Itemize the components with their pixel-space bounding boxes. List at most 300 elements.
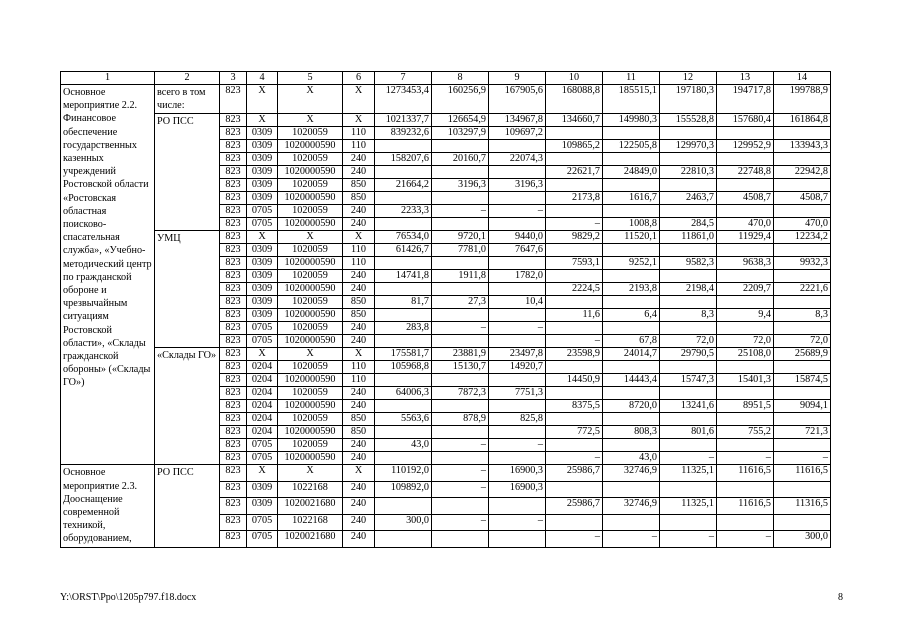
table-cell — [546, 244, 603, 257]
table-cell: 1782,0 — [489, 270, 546, 283]
table-row — [61, 465, 831, 481]
table-cell: 9638,3 — [717, 257, 774, 270]
table-cell — [432, 283, 489, 296]
table-cell: 1020059 — [278, 205, 343, 218]
table-cell — [717, 244, 774, 257]
table-cell: 0204 — [247, 361, 278, 374]
table-cell — [375, 531, 432, 547]
table-cell: 22810,3 — [660, 166, 717, 179]
table-cell — [603, 179, 660, 192]
table-cell: 25689,9 — [774, 348, 831, 361]
table-cell — [603, 413, 660, 426]
table-cell — [660, 481, 717, 497]
table-cell: 64006,3 — [375, 387, 432, 400]
table-cell: 6,4 — [603, 309, 660, 322]
table-cell: 15401,3 — [717, 374, 774, 387]
table-cell: 3196,3 — [432, 179, 489, 192]
table-cell: 0309 — [247, 296, 278, 309]
header-cell: 5 — [278, 72, 343, 85]
table-cell: 175581,7 — [375, 348, 432, 361]
table-cell: 823 — [220, 231, 247, 244]
table-cell: – — [717, 452, 774, 465]
table-cell: 1616,7 — [603, 192, 660, 205]
table-cell: 0705 — [247, 439, 278, 452]
table-cell: 129970,3 — [660, 140, 717, 153]
table-cell: 22621,7 — [546, 166, 603, 179]
table-cell: 7872,3 — [432, 387, 489, 400]
table-cell: 0309 — [247, 153, 278, 166]
table-cell — [489, 452, 546, 465]
table-cell: 23881,9 — [432, 348, 489, 361]
table-cell — [774, 413, 831, 426]
table-cell: X — [278, 231, 343, 244]
table-cell: 0309 — [247, 481, 278, 497]
table-cell: 67,8 — [603, 335, 660, 348]
table-cell — [774, 361, 831, 374]
table-cell — [717, 296, 774, 309]
table-cell: 14920,7 — [489, 361, 546, 374]
table-cell — [432, 257, 489, 270]
table-cell: 823 — [220, 140, 247, 153]
table-cell: 0204 — [247, 400, 278, 413]
table-cell — [432, 426, 489, 439]
table-cell — [774, 153, 831, 166]
table-cell — [660, 244, 717, 257]
budget-table — [60, 71, 831, 548]
table-cell: X — [247, 114, 278, 127]
header-cell: 10 — [546, 72, 603, 85]
table-cell: 823 — [220, 400, 247, 413]
table-cell: 22074,3 — [489, 153, 546, 166]
table-cell: 823 — [220, 465, 247, 481]
table-cell: 1020000590 — [278, 309, 343, 322]
table-cell: 823 — [220, 498, 247, 514]
table-cell: X — [247, 348, 278, 361]
table-cell: 823 — [220, 257, 247, 270]
table-cell: 10,4 — [489, 296, 546, 309]
table-cell: 7751,3 — [489, 387, 546, 400]
table-cell — [432, 335, 489, 348]
table-cell: 16900,3 — [489, 465, 546, 481]
table-cell — [546, 270, 603, 283]
table-cell: 823 — [220, 296, 247, 309]
table-cell: 823 — [220, 179, 247, 192]
table-cell: 29790,5 — [660, 348, 717, 361]
table-cell: X — [278, 85, 343, 114]
table-cell — [603, 439, 660, 452]
table-cell — [603, 127, 660, 140]
table-cell: 0705 — [247, 335, 278, 348]
table-cell — [375, 166, 432, 179]
table-cell: X — [343, 114, 375, 127]
table-cell: – — [432, 514, 489, 530]
table-cell: 0309 — [247, 283, 278, 296]
table-cell: 105968,8 — [375, 361, 432, 374]
table-cell — [774, 439, 831, 452]
table-cell: 240 — [343, 335, 375, 348]
table-cell: 850 — [343, 309, 375, 322]
table-cell: 122505,8 — [603, 140, 660, 153]
table-cell: 0309 — [247, 166, 278, 179]
table-cell — [546, 361, 603, 374]
table-cell — [603, 205, 660, 218]
table-cell: 7647,6 — [489, 244, 546, 257]
table-cell: 8720,0 — [603, 400, 660, 413]
table-cell: 0204 — [247, 374, 278, 387]
table-cell: 823 — [220, 192, 247, 205]
table-cell — [774, 127, 831, 140]
table-cell: 110192,0 — [375, 465, 432, 481]
table-cell: 2198,4 — [660, 283, 717, 296]
table-cell: 109892,0 — [375, 481, 432, 497]
table-cell — [375, 498, 432, 514]
table-cell: 240 — [343, 218, 375, 231]
table-cell: 9440,0 — [489, 231, 546, 244]
table-row — [61, 85, 831, 114]
table-cell: 1020000590 — [278, 257, 343, 270]
table-cell — [603, 244, 660, 257]
table-cell: 3196,3 — [489, 179, 546, 192]
footer-page-number: 8 — [838, 592, 843, 603]
table-cell: 110 — [343, 244, 375, 257]
table-cell: – — [546, 452, 603, 465]
table-cell: 300,0 — [774, 531, 831, 547]
table-cell — [660, 296, 717, 309]
table-cell — [489, 283, 546, 296]
table-cell: 878,9 — [432, 413, 489, 426]
table-cell: 823 — [220, 452, 247, 465]
executor-cell: РО ПСС — [155, 465, 220, 547]
table-cell: 823 — [220, 361, 247, 374]
table-cell — [432, 498, 489, 514]
header-cell: 4 — [247, 72, 278, 85]
table-cell: 284,5 — [660, 218, 717, 231]
table-cell: 823 — [220, 153, 247, 166]
table-cell: 11616,5 — [717, 465, 774, 481]
executor-cell: УМЦ — [155, 231, 220, 348]
table-cell: 8375,5 — [546, 400, 603, 413]
table-cell: 134660,7 — [546, 114, 603, 127]
table-cell: 0309 — [247, 140, 278, 153]
table-cell — [489, 400, 546, 413]
table-cell — [717, 270, 774, 283]
table-cell: 0309 — [247, 309, 278, 322]
table-cell — [660, 514, 717, 530]
table-cell: 1020021680 — [278, 498, 343, 514]
table-cell — [546, 481, 603, 497]
table-cell — [603, 361, 660, 374]
table-cell — [660, 387, 717, 400]
table-cell: 823 — [220, 426, 247, 439]
table-cell — [603, 296, 660, 309]
table-cell: 167905,6 — [489, 85, 546, 114]
table-cell: 4508,7 — [774, 192, 831, 205]
table-cell — [660, 322, 717, 335]
table-cell — [774, 322, 831, 335]
table-cell — [660, 153, 717, 166]
table-cell: 823 — [220, 322, 247, 335]
table-cell: 16900,3 — [489, 481, 546, 497]
table-cell: 11616,5 — [774, 465, 831, 481]
table-cell: 823 — [220, 514, 247, 530]
header-cell: 7 — [375, 72, 432, 85]
table-cell: 11325,1 — [660, 498, 717, 514]
table-cell: 755,2 — [717, 426, 774, 439]
header-cell: 1 — [61, 72, 155, 85]
table-cell: 161864,8 — [774, 114, 831, 127]
table-cell: 240 — [343, 514, 375, 530]
table-cell — [546, 179, 603, 192]
table-cell: 7593,1 — [546, 257, 603, 270]
table-cell — [546, 127, 603, 140]
table-cell: 823 — [220, 127, 247, 140]
table-cell: 15747,3 — [660, 374, 717, 387]
table-cell: – — [774, 452, 831, 465]
table-cell — [489, 257, 546, 270]
table-cell: – — [546, 531, 603, 547]
table-row — [61, 114, 831, 127]
table-cell: – — [489, 439, 546, 452]
table-cell: 9829,2 — [546, 231, 603, 244]
table-cell: – — [660, 452, 717, 465]
table-cell — [375, 192, 432, 205]
header-cell: 3 — [220, 72, 247, 85]
table-cell: – — [660, 531, 717, 547]
table-cell: 103297,9 — [432, 127, 489, 140]
table-cell — [546, 387, 603, 400]
table-row — [61, 231, 831, 244]
header-cell: 14 — [774, 72, 831, 85]
table-cell: 194717,8 — [717, 85, 774, 114]
table-cell: X — [278, 348, 343, 361]
table-cell — [717, 205, 774, 218]
table-cell: 5563,6 — [375, 413, 432, 426]
table-cell — [489, 309, 546, 322]
table-cell: – — [546, 218, 603, 231]
table-cell: 81,7 — [375, 296, 432, 309]
table-cell — [489, 374, 546, 387]
table-cell: 850 — [343, 192, 375, 205]
table-cell: 15130,7 — [432, 361, 489, 374]
table-cell: 823 — [220, 85, 247, 114]
table-cell: 1022168 — [278, 481, 343, 497]
table-cell: 2209,7 — [717, 283, 774, 296]
table-cell: 240 — [343, 498, 375, 514]
table-cell: 1020000590 — [278, 335, 343, 348]
table-cell — [660, 127, 717, 140]
table-cell — [717, 481, 774, 497]
table-cell — [546, 413, 603, 426]
table-cell: 109865,2 — [546, 140, 603, 153]
table-cell: – — [489, 514, 546, 530]
table-cell — [489, 218, 546, 231]
table-cell — [717, 514, 774, 530]
header-cell: 6 — [343, 72, 375, 85]
table-cell: 1020000590 — [278, 400, 343, 413]
table-cell: 72,0 — [717, 335, 774, 348]
table-cell — [603, 153, 660, 166]
table-cell: 0705 — [247, 514, 278, 530]
table-cell: 0309 — [247, 498, 278, 514]
table-cell: 20160,7 — [432, 153, 489, 166]
table-cell: 2193,8 — [603, 283, 660, 296]
table-cell: – — [546, 335, 603, 348]
table-cell — [432, 452, 489, 465]
table-cell: 2233,3 — [375, 205, 432, 218]
table-cell: 197180,3 — [660, 85, 717, 114]
table-cell: 21664,2 — [375, 179, 432, 192]
table-cell: 0705 — [247, 531, 278, 547]
table-cell — [774, 387, 831, 400]
table-cell — [774, 205, 831, 218]
table-cell: 0705 — [247, 452, 278, 465]
table-cell: 823 — [220, 218, 247, 231]
table-cell: 11,6 — [546, 309, 603, 322]
table-cell: 823 — [220, 335, 247, 348]
table-cell — [717, 387, 774, 400]
table-cell: 9720,1 — [432, 231, 489, 244]
table-cell — [432, 218, 489, 231]
table-cell: – — [717, 531, 774, 547]
table-cell: 25986,7 — [546, 498, 603, 514]
table-cell: 23497,8 — [489, 348, 546, 361]
table-cell: 110 — [343, 374, 375, 387]
table-cell: 1911,8 — [432, 270, 489, 283]
table-cell: X — [343, 85, 375, 114]
table-cell: 1020000590 — [278, 452, 343, 465]
table-cell: 850 — [343, 179, 375, 192]
table-cell: 240 — [343, 439, 375, 452]
table-cell: 240 — [343, 322, 375, 335]
table-cell — [375, 257, 432, 270]
table-cell: 109697,2 — [489, 127, 546, 140]
header-cell: 8 — [432, 72, 489, 85]
table-cell: X — [343, 348, 375, 361]
table-cell: 185515,1 — [603, 85, 660, 114]
table-cell: 12234,2 — [774, 231, 831, 244]
table-cell: 823 — [220, 166, 247, 179]
table-cell: 240 — [343, 270, 375, 283]
table-cell — [489, 335, 546, 348]
table-cell: 8,3 — [660, 309, 717, 322]
table-cell: 9582,3 — [660, 257, 717, 270]
table-cell — [660, 413, 717, 426]
table-cell: 300,0 — [375, 514, 432, 530]
table-cell: 61426,7 — [375, 244, 432, 257]
table-cell: 823 — [220, 244, 247, 257]
table-cell: 2173,8 — [546, 192, 603, 205]
table-cell: 0309 — [247, 270, 278, 283]
table-cell — [546, 205, 603, 218]
table-cell: X — [247, 465, 278, 481]
table-cell — [432, 531, 489, 547]
table-cell: 1020000590 — [278, 140, 343, 153]
table-cell: 0705 — [247, 322, 278, 335]
table-cell — [774, 244, 831, 257]
table-cell: 2463,7 — [660, 192, 717, 205]
table-cell: 1021337,7 — [375, 114, 432, 127]
table-cell: 1020059 — [278, 127, 343, 140]
table-cell: 240 — [343, 166, 375, 179]
footer-file-path: Y:\ORST\Ppo\1205p797.f18.docx — [60, 592, 197, 603]
table-cell — [717, 179, 774, 192]
table-cell: 11861,0 — [660, 231, 717, 244]
table-cell: 25108,0 — [717, 348, 774, 361]
table-cell — [603, 322, 660, 335]
header-row — [61, 72, 831, 85]
table-cell: 110 — [343, 127, 375, 140]
table-cell: 155528,8 — [660, 114, 717, 127]
table-cell — [432, 374, 489, 387]
table-cell: 110 — [343, 257, 375, 270]
executor-cell: «Склады ГО» — [155, 348, 220, 465]
executor-cell: всего в том числе: — [155, 85, 220, 114]
table-cell: 850 — [343, 413, 375, 426]
table-cell: – — [432, 439, 489, 452]
table-cell: 801,6 — [660, 426, 717, 439]
table-cell — [375, 400, 432, 413]
table-cell: 14450,9 — [546, 374, 603, 387]
table-cell: 9252,1 — [603, 257, 660, 270]
table-cell: 157680,4 — [717, 114, 774, 127]
table-cell — [717, 361, 774, 374]
table-cell: 240 — [343, 205, 375, 218]
table-cell: 1020059 — [278, 244, 343, 257]
table-cell: – — [432, 322, 489, 335]
table-cell: 823 — [220, 413, 247, 426]
table-cell: 149980,3 — [603, 114, 660, 127]
table-cell: 13241,6 — [660, 400, 717, 413]
table-cell: 0204 — [247, 387, 278, 400]
header-cell: 9 — [489, 72, 546, 85]
table-cell: 1020059 — [278, 361, 343, 374]
table-cell: 1020000590 — [278, 192, 343, 205]
table-cell — [717, 413, 774, 426]
table-cell: 1020000590 — [278, 283, 343, 296]
table-cell — [774, 514, 831, 530]
executor-cell: РО ПСС — [155, 114, 220, 231]
table-cell: 43,0 — [375, 439, 432, 452]
header-cell: 12 — [660, 72, 717, 85]
table-cell: X — [278, 114, 343, 127]
table-cell: 23598,9 — [546, 348, 603, 361]
table-cell: 22942,8 — [774, 166, 831, 179]
table-cell: 1020000590 — [278, 426, 343, 439]
table-cell: 158207,6 — [375, 153, 432, 166]
table-cell — [774, 296, 831, 309]
table-cell: 839232,6 — [375, 127, 432, 140]
table-cell: 823 — [220, 387, 247, 400]
table-cell: 126654,9 — [432, 114, 489, 127]
table-cell: 9932,3 — [774, 257, 831, 270]
table-cell: 2224,5 — [546, 283, 603, 296]
table-cell: 823 — [220, 374, 247, 387]
table-cell: 772,5 — [546, 426, 603, 439]
table-cell — [375, 218, 432, 231]
table-cell: 1020021680 — [278, 531, 343, 547]
table-cell: – — [432, 481, 489, 497]
table-cell: 32746,9 — [603, 465, 660, 481]
table-cell: 240 — [343, 531, 375, 547]
table-cell — [489, 426, 546, 439]
table-cell: 2221,6 — [774, 283, 831, 296]
table-cell — [375, 283, 432, 296]
table-cell: 1020059 — [278, 439, 343, 452]
table-cell — [603, 387, 660, 400]
table-row — [61, 348, 831, 361]
table-cell — [489, 531, 546, 547]
table-cell: 0309 — [247, 192, 278, 205]
